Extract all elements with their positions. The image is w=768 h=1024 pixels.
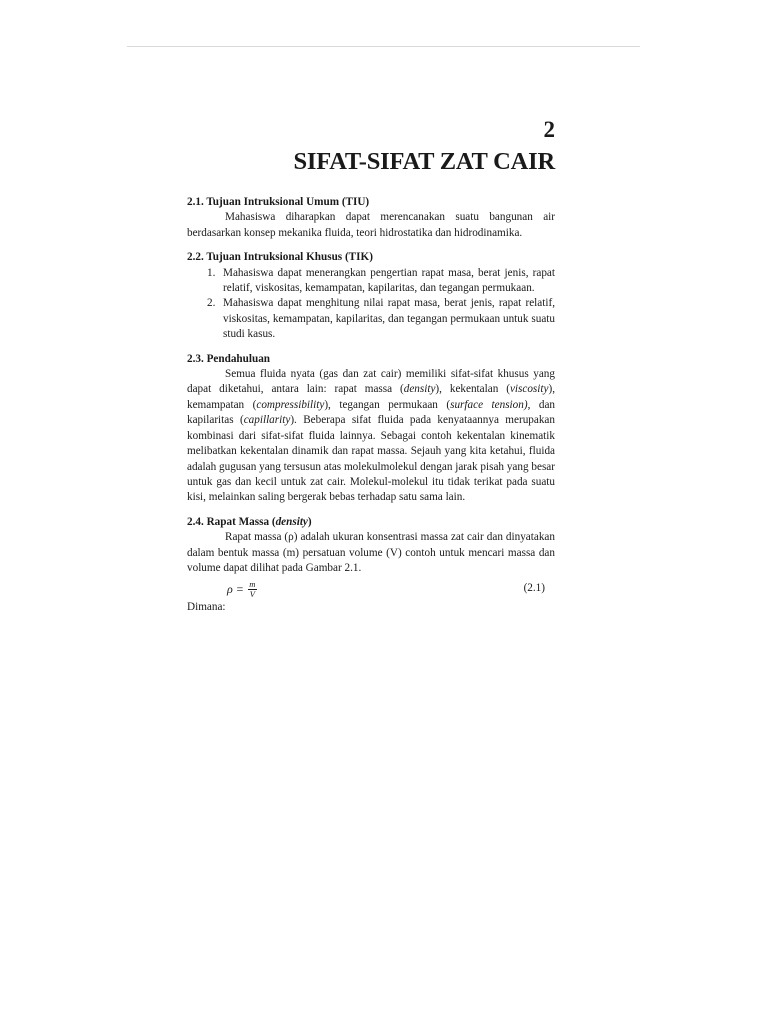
section-paragraph: Mahasiswa diharapkan dapat merencanakan suatu bangunan air berdasarkan konsep mekanika fluida, teori hidrostatika dan hidrodinamika. <box>187 211 555 239</box>
document-page <box>187 115 555 625</box>
text-run: ). Beberapa sifat fluida pada kenyataannya merupakan kombinasi dari sifat-sifat fluida lainnya. Sebagai contoh kekentalan kinematik melibatkan kekentalan dinamik dan rapat massa. Sejauh yang kita ketahui, fluida adalah gugusan yang tersusun atas molekulmolekul dengan jarak pisah yang besar untuk gas dan kecil untuk zat cair. Molekul-molekul itu tidak terikat pada suatu kisi, melainkan saling bergerak bebas terhadap satu sama lain. <box>187 414 555 504</box>
term-capillarity: capillarity <box>243 414 291 427</box>
term-density: density <box>403 383 436 396</box>
list-item-text: Mahasiswa dapat menerangkan pengertian rapat masa, berat jenis, rapat relatif, viskositas, kemampatan, kapilaritas, dan tegangan permukaan. <box>223 266 555 295</box>
equation-denominator: V <box>249 589 255 600</box>
equation-formula <box>227 580 257 599</box>
section-paragraph: Rapat massa (ρ) adalah ukuran konsentrasi massa zat cair dan dinyatakan dalam bentuk massa (m) persatuan volume (V) contoh untuk mencari massa dan volume dapat dilihat pada Gambar 2.1. <box>187 531 555 574</box>
heading-text: ) <box>307 515 312 528</box>
section-heading: 2.3. Pendahuluan <box>187 352 271 365</box>
text-run: Semua fluida nyata (gas dan zat cair) memiliki sifat-sifat khusus yang dapat diketahui, antara lain: rapat massa ( <box>187 368 555 396</box>
section-paragraph: Dimana: <box>187 601 226 614</box>
list-item <box>187 296 555 342</box>
section-pendahuluan <box>187 352 555 506</box>
equation-numerator: m <box>249 579 256 590</box>
text-run: ), tegangan permukaan ( <box>324 398 451 411</box>
text-run: ), kekentalan ( <box>435 383 510 396</box>
section-heading <box>187 515 555 530</box>
term-viscosity: viscosity <box>509 383 549 396</box>
term-surface-tension: surface tension) <box>450 398 528 411</box>
text-run: , dan kapilaritas ( <box>187 398 556 427</box>
section-tik <box>187 250 555 342</box>
list-item <box>187 266 555 297</box>
section-heading: 2.1. Tujuan Intruksional Umum (TIU) <box>187 196 370 208</box>
heading-term: density <box>275 515 308 528</box>
chapter-title: SIFAT-SIFAT ZAT CAIR <box>293 148 555 175</box>
list-number: 2. <box>207 297 216 310</box>
equation-fraction <box>248 580 257 599</box>
section-heading: 2.2. Tujuan Intruksional Khusus (TIK) <box>187 251 373 264</box>
objectives-list <box>187 266 555 343</box>
text-run: ), kemampatan ( <box>187 383 555 411</box>
list-item-text: Mahasiswa dapat menghitung nilai rapat masa, berat jenis, rapat relatif, viskositas, kemampatan, kapilaritas, dan tegangan permukaan untuk suatu studi kasus. <box>223 297 555 341</box>
top-divider <box>127 46 640 47</box>
section-rapat-massa <box>187 515 555 616</box>
chapter-number: 2 <box>543 117 555 142</box>
equation-lhs: ρ = <box>227 582 244 597</box>
section-paragraph <box>187 367 555 506</box>
list-number: 1. <box>207 266 216 279</box>
section-tiu <box>187 195 555 241</box>
equation <box>187 578 555 600</box>
heading-text: 2.4. Rapat Massa ( <box>187 515 276 528</box>
term-compressibility: compressibility <box>256 398 325 411</box>
equation-number: (2.1) <box>523 582 545 595</box>
